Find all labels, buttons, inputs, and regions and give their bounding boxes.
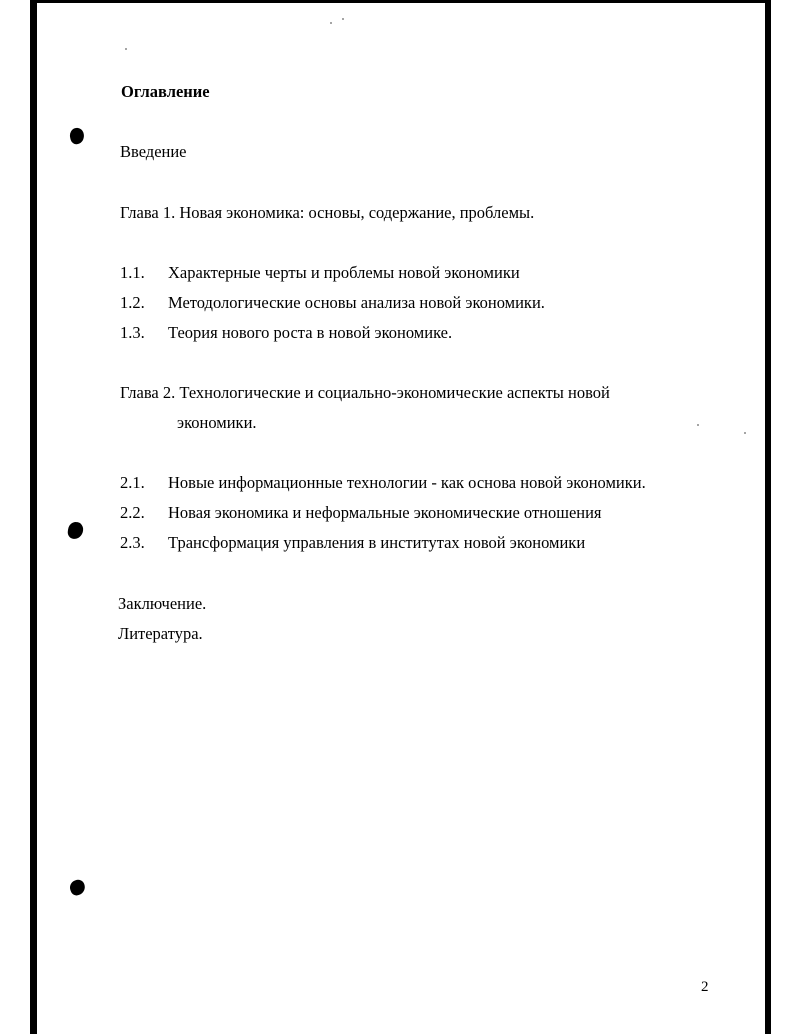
toc-section-title: Трансформация управления в институтах новой экономики [168, 533, 586, 552]
scan-speck [330, 22, 332, 24]
toc-entry-conclusion: Заключение. [118, 594, 207, 613]
toc-entry-literature: Литература. [118, 624, 203, 643]
toc-section-number: 1.2. [120, 293, 145, 312]
toc-section-number: 2.3. [120, 533, 145, 552]
toc-chapter-2-heading: Глава 2. Технологические и социально-экономические аспекты новой [120, 383, 610, 402]
toc-section-title: Теория нового роста в новой экономике. [168, 323, 453, 342]
toc-section-title: Методологические основы анализа новой экономики. [168, 293, 545, 312]
page-number: 2 [701, 979, 709, 995]
scan-speck [744, 432, 746, 434]
toc-section-number: 2.2. [120, 503, 145, 522]
toc-title: Оглавление [121, 82, 210, 101]
punch-hole-mark [68, 127, 85, 146]
toc-section-number: 1.1. [120, 263, 145, 282]
toc-chapter-2-heading-continued: экономики. [177, 413, 257, 432]
scan-speck [342, 18, 344, 20]
punch-hole-mark [68, 878, 87, 897]
toc-chapter-1-heading: Глава 1. Новая экономика: основы, содержание, проблемы. [120, 203, 535, 222]
scan-speck [125, 48, 127, 50]
toc-section-title: Новые информационные технологии - как основа новой экономики. [168, 473, 646, 492]
toc-section-number: 2.1. [120, 473, 145, 492]
toc-section-title: Новая экономика и неформальные экономические отношения [168, 503, 602, 522]
toc-section-title: Характерные черты и проблемы новой экономики [168, 263, 520, 282]
scan-border-top [34, 0, 774, 3]
scan-speck [697, 424, 699, 426]
scan-margin-right [771, 0, 799, 1034]
toc-section-number: 1.3. [120, 323, 145, 342]
scan-border-left [30, 0, 37, 1034]
punch-hole-mark [67, 521, 84, 540]
toc-entry-introduction: Введение [120, 142, 187, 161]
